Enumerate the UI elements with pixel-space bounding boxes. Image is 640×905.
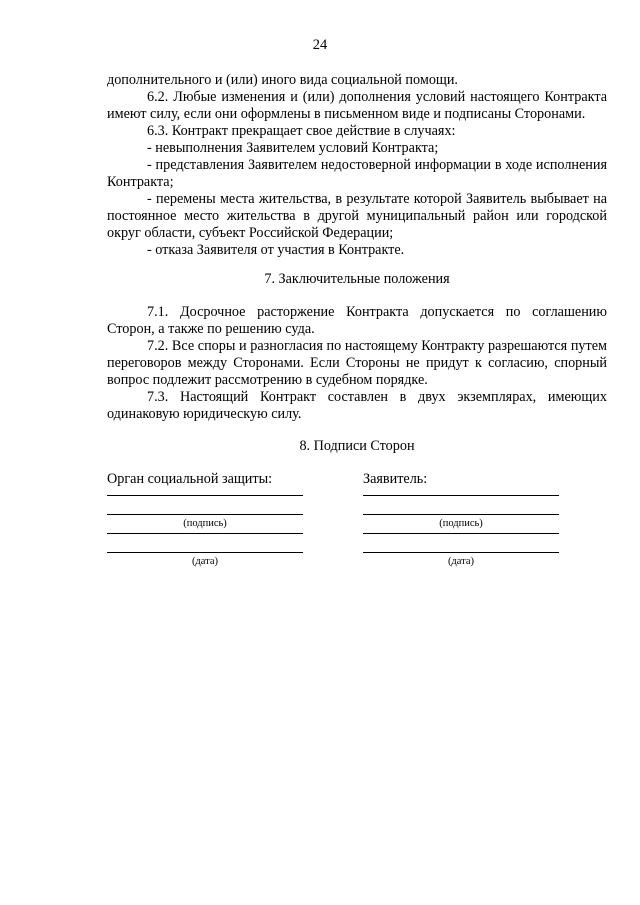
list-item-refusal: - отказа Заявителя от участия в Контракте. [147,242,405,258]
page-number: 24 [312,37,328,53]
date-caption: (дата) [447,556,475,567]
date-line [363,552,559,553]
paragraph-7-3: 7.3. Настоящий Контракт составлен в двух экземплярах, имеющих одинаковую юридическую силу. [107,389,607,422]
list-item-nonfulfillment: - невыполнения Заявителем условий Контракта; [147,140,439,156]
list-item-residence-change: - перемены места жительства, в результате которой Заявитель выбывает на постоянное место жительства в другой муниципальный район или городской округ области, субъект Российской Федерации; [107,191,607,241]
date-line [363,533,559,534]
signature-column-applicant [363,471,559,571]
signatures-block [107,471,607,591]
signature-column-social-protection [107,471,303,571]
signature-caption: (подпись) [183,518,227,529]
signature-party-title: Орган социальной защиты: [107,471,273,487]
signature-line [363,514,559,515]
date-caption: (дата) [191,556,219,567]
date-line [107,552,303,553]
section-7-heading: 7. Заключительные положения [264,271,450,287]
document-body [107,72,607,591]
paragraph-7-1: 7.1. Досрочное расторжение Контракта допускается по соглашению Сторон, а также по решению суда. [107,304,607,337]
section-8-heading: 8. Подписи Сторон [299,438,415,454]
paragraph-6-3: 6.3. Контракт прекращает свое действие в случаях: [147,123,456,139]
signature-caption: (подпись) [439,518,483,529]
list-item-false-information: - представления Заявителем недостоверной информации в ходе исполнения Контракта; [107,157,607,190]
date-line [107,533,303,534]
paragraph-6-2: 6.2. Любые изменения и (или) дополнения условий настоящего Контракта имеют силу, если они оформлены в письменном виде и подписаны Сторонами. [107,89,607,122]
paragraph-continuation: дополнительного и (или) иного вида социальной помощи. [107,72,458,88]
signature-line [107,514,303,515]
signature-party-title: Заявитель: [363,471,428,487]
paragraph-7-2: 7.2. Все споры и разногласия по настоящему Контракту разрешаются путем переговоров между Сторонами. Если Стороны не придут к согласию, спорный вопрос подлежит рассмотрению в судебном порядке. [107,338,607,388]
signature-line [107,495,303,496]
signature-line [363,495,559,496]
